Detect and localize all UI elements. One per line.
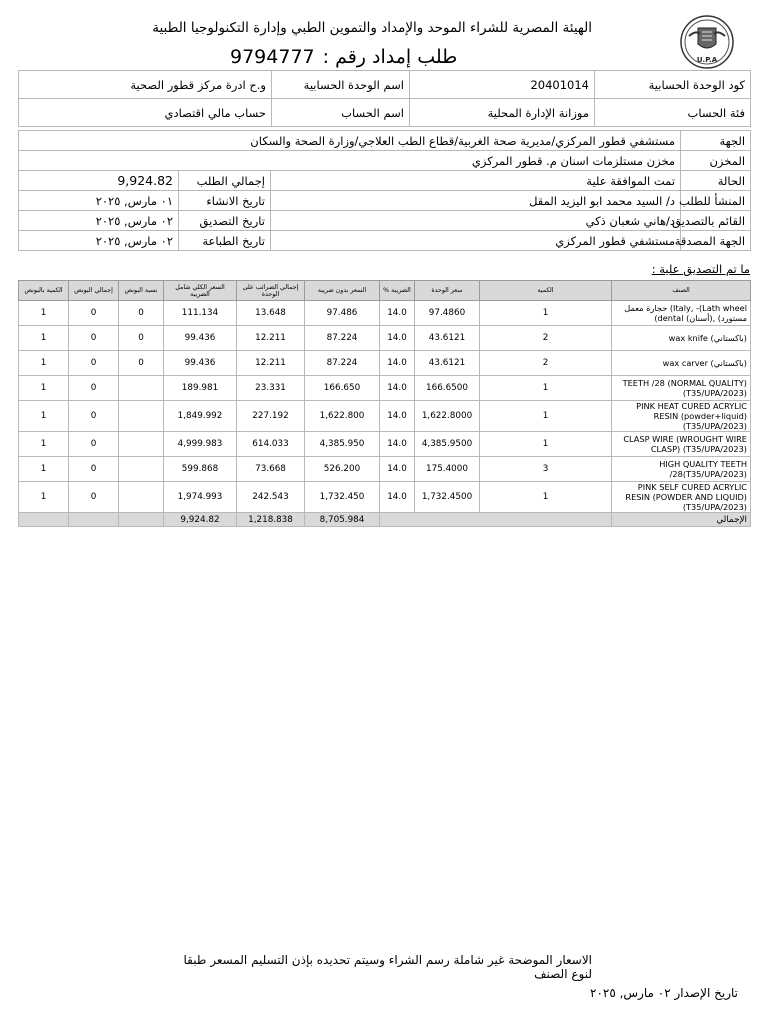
print-date-label: تاريخ الطباعة: [179, 231, 271, 251]
item-name-cell: TEETH /28 (NORMAL QUALITY) (T35/UPA/2023): [612, 376, 751, 401]
unit-price-cell: 43.6121: [415, 326, 480, 351]
bonus-total-cell: 0: [69, 457, 119, 482]
price-no-tax-cell: 166.650: [305, 376, 380, 401]
bonus-pct-cell: [119, 482, 164, 513]
unit-code-label: كود الوحدة الحسابية: [595, 71, 751, 99]
item-name-cell: حجارة معمل (Italy, -(Lath wheel (dental (أسنان), (مستورد: [612, 301, 751, 326]
col-bonus-pct: نسبة البونص: [119, 281, 164, 301]
upa-logo: [676, 14, 738, 72]
total-price-cell: 599.868: [164, 457, 237, 482]
detail-row: [19, 131, 751, 151]
unit-price-cell: 1,622.8000: [415, 401, 480, 432]
total-price-cell: 189.981: [164, 376, 237, 401]
bonus-qty-cell: 1: [19, 432, 69, 457]
pricing-note: الاسعار الموضحة غير شاملة رسم الشراء وسيتم تحديده بإذن التسليم المسعر طبقا لنوع الصنف: [183, 953, 592, 981]
col-tax-pct: % الضريبة: [380, 281, 415, 301]
item-name-cell: PINK HEAT CURED ACRYLIC RESIN (powder+liquid)(T35/UPA/2023): [612, 401, 751, 432]
item-row: [19, 351, 751, 376]
col-price-no-tax: السعر بدون ضريبة: [305, 281, 380, 301]
unit-price-cell: 175.4000: [415, 457, 480, 482]
item-name-cell: wax carver (باكستاني): [612, 351, 751, 376]
created-date-label: تاريخ الانشاء: [179, 191, 271, 211]
tax-total-sum: 1,218.838: [237, 513, 305, 527]
bonus-total-cell: 0: [69, 351, 119, 376]
item-row: [19, 301, 751, 326]
unit-price-cell: 43.6121: [415, 351, 480, 376]
item-row: [19, 457, 751, 482]
price-no-tax-cell: 87.224: [305, 351, 380, 376]
bonus-total-cell: 0: [69, 301, 119, 326]
qty-cell: 1: [480, 482, 612, 513]
items-total-row: [19, 513, 751, 527]
qty-cell: 1: [480, 401, 612, 432]
total-price-cell: 4,999.983: [164, 432, 237, 457]
col-bonus-total: إجمالي البونص: [69, 281, 119, 301]
price-no-tax-cell: 526.200: [305, 457, 380, 482]
account-class-label: فئة الحساب: [595, 99, 751, 127]
price-no-tax-cell: 4,385.950: [305, 432, 380, 457]
unit-name-label: اسم الوحدة الحسابية: [272, 71, 410, 99]
tax-total-cell: 12.211: [237, 351, 305, 376]
issue-date-label: تاريخ الإصدار: [674, 986, 738, 1000]
tax-pct-cell: 14.0: [380, 326, 415, 351]
detail-row: [19, 211, 751, 231]
status-label: الحالة: [681, 171, 751, 191]
account-class-value: موزانة الإدارة المحلية: [410, 99, 595, 127]
price-no-tax-cell: 1,622.800: [305, 401, 380, 432]
origin-label: المنشأ للطلب: [681, 191, 751, 211]
account-info-table: [18, 70, 751, 127]
account-name-value: حساب مالي اقتصادي: [19, 99, 272, 127]
bonus-qty-cell: 1: [19, 457, 69, 482]
item-row: [19, 482, 751, 513]
unit-price-cell: 97.4860: [415, 301, 480, 326]
col-bonus-qty: الكمية بالبونص: [19, 281, 69, 301]
qty-cell: 2: [480, 326, 612, 351]
bonus-qty-cell: 1: [19, 326, 69, 351]
qty-cell: 1: [480, 301, 612, 326]
approved-items-heading-text: ما تم التصديق علية :: [651, 262, 750, 276]
approving-entity-label: الجهة المصدقة: [681, 231, 751, 251]
col-total-price: السعر الكلي شامل الضريبة: [164, 281, 237, 301]
bonus-qty-cell: 1: [19, 482, 69, 513]
request-number: 9794777: [230, 46, 315, 68]
item-row: [19, 401, 751, 432]
entity-label: الجهة: [681, 131, 751, 151]
price-no-tax-cell: 1,732.450: [305, 482, 380, 513]
tax-total-cell: 614.033: [237, 432, 305, 457]
tax-pct-cell: 14.0: [380, 482, 415, 513]
unit-code-value: 20401014: [410, 71, 595, 99]
price-no-tax-cell: 97.486: [305, 301, 380, 326]
tax-total-cell: 23.331: [237, 376, 305, 401]
bonus-total-cell: 0: [69, 401, 119, 432]
tax-pct-cell: 14.0: [380, 401, 415, 432]
bonus-pct-cell: [119, 457, 164, 482]
approver-value: د/هاني شعبان ذكي: [271, 211, 681, 231]
tax-total-cell: 12.211: [237, 326, 305, 351]
approved-date-label: تاريخ التصديق: [179, 211, 271, 231]
store-value: مخزن مستلزمات اسنان م. قطور المركزي: [19, 151, 681, 171]
issue-date: [590, 986, 738, 1000]
tax-total-cell: 227.192: [237, 401, 305, 432]
total-price-cell: 99.436: [164, 326, 237, 351]
approved-items-table: [18, 280, 751, 527]
price-no-tax-sum: 8,705.984: [305, 513, 380, 527]
total-price-cell: 1,974.993: [164, 482, 237, 513]
organization-title: الهيئة المصرية للشراء الموحد والإمداد والتموين الطبي وإدارة التكنولوجيا الطبية: [152, 20, 592, 36]
bonus-qty-cell: 1: [19, 401, 69, 432]
logo-text: U.P.A: [696, 56, 718, 64]
bonus-pct-cell: 0: [119, 326, 164, 351]
bonus-pct-cell: [119, 401, 164, 432]
tax-total-cell: 242.543: [237, 482, 305, 513]
total-price-cell: 99.436: [164, 351, 237, 376]
approving-entity-value: مستشفي قطور المركزي: [271, 231, 681, 251]
bonus-total-cell: 0: [69, 326, 119, 351]
bonus-pct-cell: 0: [119, 301, 164, 326]
col-unit-price: سعر الوحدة: [415, 281, 480, 301]
tax-pct-cell: 14.0: [380, 432, 415, 457]
unit-name-value: و.ح ادرة مركز قطور الصحية: [19, 71, 272, 99]
col-item: الصنف: [612, 281, 751, 301]
bonus-total-cell: 0: [69, 432, 119, 457]
tax-pct-cell: 14.0: [380, 457, 415, 482]
bonus-qty-cell: 1: [19, 376, 69, 401]
detail-row: [19, 171, 751, 191]
col-qty: الكمية: [480, 281, 612, 301]
item-name-cell: CLASP WIRE (WROUGHT WIRE CLASP) (T35/UPA/2023): [612, 432, 751, 457]
print-date-value: ٠٢ مارس, ٢٠٢٥: [19, 231, 179, 251]
store-label: المخزن: [681, 151, 751, 171]
created-date-value: ٠١ مارس, ٢٠٢٥: [19, 191, 179, 211]
bonus-total-cell: 0: [69, 376, 119, 401]
qty-cell: 1: [480, 432, 612, 457]
tax-total-cell: 13.648: [237, 301, 305, 326]
tax-pct-cell: 14.0: [380, 351, 415, 376]
item-name-cell: wax knife (باكستاني): [612, 326, 751, 351]
unit-price-cell: 4,385.9500: [415, 432, 480, 457]
item-row: [19, 326, 751, 351]
bonus-pct-cell: [119, 376, 164, 401]
request-title: [230, 46, 480, 68]
bonus-pct-cell: 0: [119, 351, 164, 376]
tax-pct-cell: 14.0: [380, 301, 415, 326]
approver-label: القائم بالتصديق: [681, 211, 751, 231]
approved-date-value: ٠٢ مارس, ٢٠٢٥: [19, 211, 179, 231]
bonus-qty-cell: 1: [19, 351, 69, 376]
detail-row: [19, 151, 751, 171]
qty-cell: 3: [480, 457, 612, 482]
approved-items-heading: [560, 262, 750, 276]
item-row: [19, 376, 751, 401]
origin-value: د/ السيد محمد ابو اليزيد المقل: [271, 191, 681, 211]
bonus-pct-cell: [119, 432, 164, 457]
total-price-sum: 9,924.82: [164, 513, 237, 527]
status-value: تمت الموافقة علية: [271, 171, 681, 191]
items-header-row: [19, 281, 751, 301]
item-name-cell: PINK SELF CURED ACRYLIC RESIN (POWDER AND LIQUID)(T35/UPA/2023): [612, 482, 751, 513]
account-info-row: [19, 99, 751, 127]
price-no-tax-cell: 87.224: [305, 326, 380, 351]
total-value: 9,924.82: [19, 171, 179, 191]
issue-date-value: ٠٢ مارس, ٢٠٢٥: [590, 986, 671, 1000]
request-details-table: [18, 130, 751, 251]
detail-row: [19, 191, 751, 211]
total-row-label: الإجمالي: [612, 513, 751, 527]
total-price-cell: 1,849.992: [164, 401, 237, 432]
col-tax-total: إجمالي الضرائب على الوحدة: [237, 281, 305, 301]
request-label: طلب إمداد رقم :: [322, 46, 458, 68]
qty-cell: 1: [480, 376, 612, 401]
entity-value: مستشفي قطور المركزي/مديرية صحة الغربية/قطاع الطب العلاجي/وزارة الصحة والسكان: [19, 131, 681, 151]
account-info-row: [19, 71, 751, 99]
detail-row: [19, 231, 751, 251]
total-price-cell: 111.134: [164, 301, 237, 326]
bonus-qty-cell: 1: [19, 301, 69, 326]
tax-pct-cell: 14.0: [380, 376, 415, 401]
item-name-cell: HIGH QUALITY TEETH /28(T35/UPA/2023): [612, 457, 751, 482]
unit-price-cell: 1,732.4500: [415, 482, 480, 513]
item-row: [19, 432, 751, 457]
total-label: إجمالي الطلب: [179, 171, 271, 191]
tax-total-cell: 73.668: [237, 457, 305, 482]
bonus-total-cell: 0: [69, 482, 119, 513]
unit-price-cell: 166.6500: [415, 376, 480, 401]
qty-cell: 2: [480, 351, 612, 376]
account-name-label: اسم الحساب: [272, 99, 410, 127]
